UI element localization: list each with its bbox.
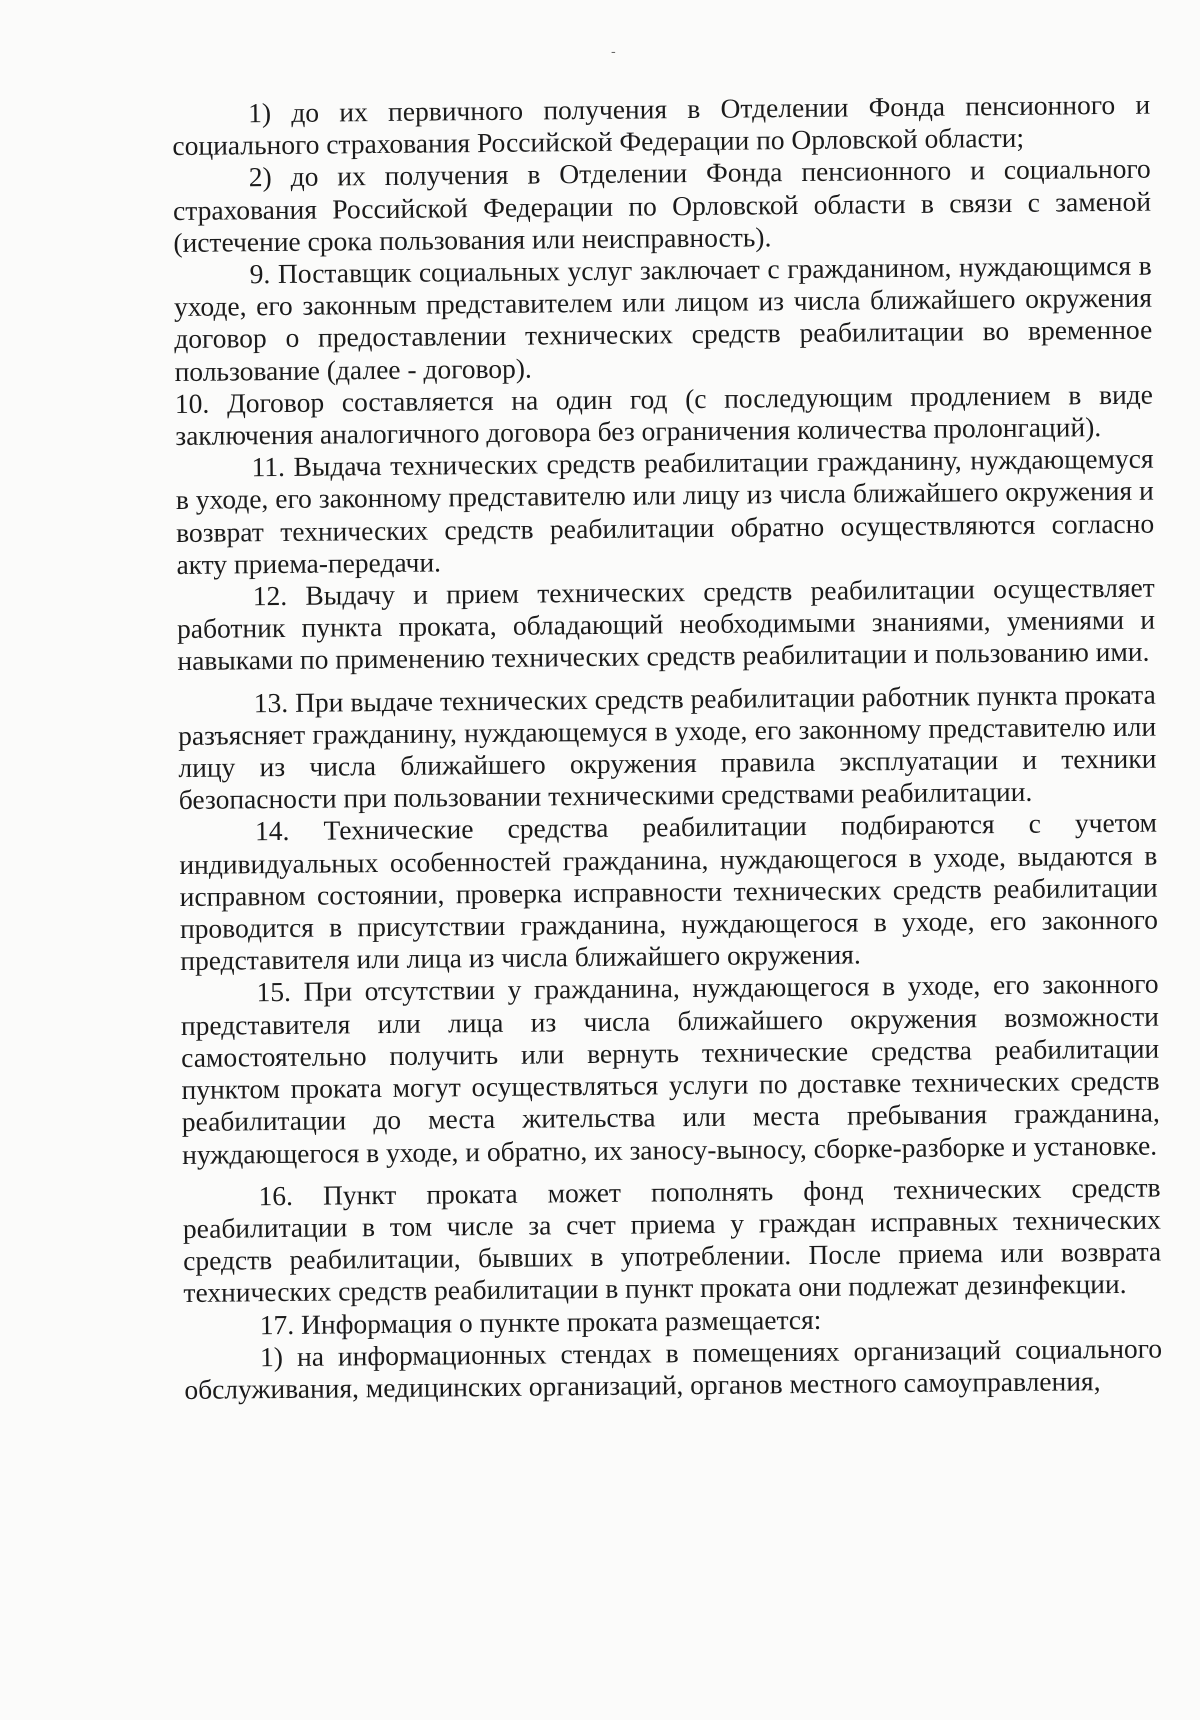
paragraph-12: 12. Выдачу и прием технических средств реабилитации осуществляет работник пункта проката, обладающий необходимыми знаниями, умениями и навыками по применению технических средств реабилитации и пользованию ими. [176, 571, 1156, 677]
paragraph-16: 16. Пункт проката может пополнять фонд технических средств реабилитации в том числе за счет приема у граждан исправных технических средств реабилитации, бывших в употреблении. После приема или возврата технических средств реабилитации в пункт проката они подлежат дезинфекции. [182, 1171, 1162, 1309]
scan-mark: - [611, 44, 616, 60]
paragraph-17: 17. Информация о пункте проката размещается: [259, 1303, 822, 1340]
paragraph-1-1: 1) до их первичного получения в Отделении Фонда пенсионного и социального страхования Российской Федерации по Орловской области; [172, 88, 1151, 162]
paragraph-11: 11. Выдача технических средств реабилитации гражданину, нуждающемуся в уходе, его законному представителю или лицу из числа ближайшего окружения и возврат технических средств реабилитации обратно осуществляются согласно акту приема-передачи. [175, 442, 1155, 580]
paragraph-14: 14. Технические средства реабилитации подбираются с учетом индивидуальных особенностей гражданина, нуждающегося в уходе, выдаются в исправном состоянии, проверка исправности технических средств реабилитации проводится в присутствии гражданина, нуждающегося в уходе, его законного представителя или лица из числа ближайшего окружения. [179, 807, 1159, 977]
document-body [172, 89, 1163, 1406]
paragraph-10: 10. Договор составляется на один год (с последующим продлением в виде заключения аналогичного договора без ограничения количества пролонгаций). [174, 378, 1154, 452]
paragraph-15: 15. При отсутствии у гражданина, нуждающегося в уходе, его законного представителя или лица из числа ближайшего окружения возможности самостоятельно получить или вернуть технические средства реабилитации пунктом проката могут осуществляться услуги по доставке технических средств реабилитации до места жительства или места пребывания гражданина, нуждающегося в уходе, и обратно, их заносу-выносу, сборке-разборке и установке. [180, 968, 1160, 1170]
paragraph-1-2: 2) до их получения в Отделении Фонда пенсионного и социального страхования Российской Федерации по Орловской области в связи с заменой (истечение срока пользования или неисправность). [172, 153, 1152, 258]
paragraph-13: 13. При выдаче технических средств реабилитации работник пункта проката разъясняет гражданину, нуждающемуся в уходе, его законному представителю или лицу из числа ближайшего окружения правила эксплуатации и техники безопасности при пользовании техническими средствами реабилитации. [177, 678, 1157, 816]
paragraph-17-1: 1) на информационных стендах в помещениях организаций социального обслуживания, медицинских организаций, органов местного самоуправления, [184, 1332, 1163, 1405]
paragraph-9: 9. Поставщик социальных услуг заключает с гражданином, нуждающимся в уходе, его законным представителем или лицом из числа ближайшего окружения договор о предоставлении технических средств реабилитации во временное пользование (далее - договор). [173, 249, 1153, 387]
